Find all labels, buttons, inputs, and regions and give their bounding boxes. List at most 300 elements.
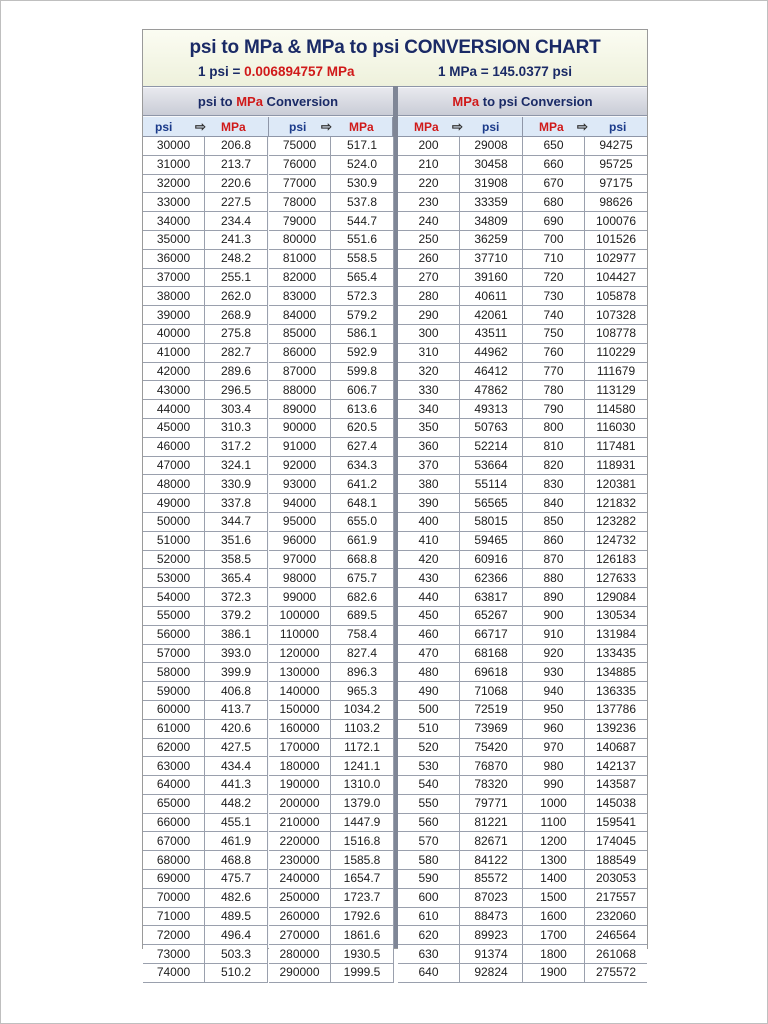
table-row xyxy=(523,945,647,964)
table-row xyxy=(269,155,394,174)
table-row xyxy=(143,306,268,325)
table-cell-input: 270000 xyxy=(269,926,331,945)
table-cell-output: 682.6 xyxy=(331,588,394,607)
table-cell-output: 675.7 xyxy=(331,569,394,588)
table-cell-input: 650 xyxy=(523,137,585,155)
table-cell-input: 890 xyxy=(523,588,585,607)
table-cell-output: 482.6 xyxy=(205,888,268,907)
table-cell-input: 700 xyxy=(523,230,585,249)
table-cell-input: 560 xyxy=(398,813,460,832)
section-psi-to-mpa xyxy=(143,88,393,116)
table-row xyxy=(269,381,394,400)
table-cell-output: 1241.1 xyxy=(331,757,394,776)
table-row xyxy=(523,644,647,663)
table-row xyxy=(523,193,647,212)
table-cell-output: 248.2 xyxy=(205,249,268,268)
table-row xyxy=(523,512,647,531)
table-row xyxy=(269,230,394,249)
table-cell-output: 461.9 xyxy=(205,832,268,851)
table-row xyxy=(143,230,268,249)
table-row xyxy=(523,324,647,343)
table-row xyxy=(269,550,394,569)
table-cell-output: 91374 xyxy=(460,945,523,964)
arrow-icon: ⇨ xyxy=(321,119,332,134)
table-row xyxy=(143,494,268,513)
table-cell-output: 113129 xyxy=(585,381,648,400)
table-cell-input: 820 xyxy=(523,456,585,475)
table-cell-input: 400 xyxy=(398,512,460,531)
table-cell-input: 810 xyxy=(523,437,585,456)
table-cell-output: 510.2 xyxy=(205,964,268,983)
table-row xyxy=(269,663,394,682)
table-cell-input: 660 xyxy=(523,155,585,174)
table-cell-output: 379.2 xyxy=(205,606,268,625)
table-cell-input: 83000 xyxy=(269,287,331,306)
table-cell-input: 120000 xyxy=(269,644,331,663)
table-cell-output: 129084 xyxy=(585,588,648,607)
table-row xyxy=(523,268,647,287)
table-cell-input: 96000 xyxy=(269,531,331,550)
table-row xyxy=(523,475,647,494)
table-row xyxy=(143,700,268,719)
table-row xyxy=(143,400,268,419)
table-row xyxy=(398,945,523,964)
table-row xyxy=(143,324,268,343)
table-cell-output: 896.3 xyxy=(331,663,394,682)
table-cell-input: 78000 xyxy=(269,193,331,212)
table-row xyxy=(269,945,394,964)
table-row xyxy=(523,456,647,475)
table-cell-input: 730 xyxy=(523,287,585,306)
table-cell-output: 827.4 xyxy=(331,644,394,663)
table-row xyxy=(398,926,523,945)
table-cell-output: 95725 xyxy=(585,155,648,174)
table-cell-input: 530 xyxy=(398,757,460,776)
table-cell-output: 89923 xyxy=(460,926,523,945)
table-row xyxy=(398,418,523,437)
section-left-part2: MPa xyxy=(236,94,263,109)
table-cell-input: 150000 xyxy=(269,700,331,719)
table-cell-output: 120381 xyxy=(585,475,648,494)
header-mpa: MPa xyxy=(221,120,246,134)
table-row xyxy=(143,832,268,851)
table-row xyxy=(398,964,523,983)
table-cell-input: 210000 xyxy=(269,813,331,832)
table-row xyxy=(523,287,647,306)
table-cell-input: 30000 xyxy=(143,137,205,155)
table-cell-output: 81221 xyxy=(460,813,523,832)
table-cell-output: 59465 xyxy=(460,531,523,550)
table-cell-input: 37000 xyxy=(143,268,205,287)
table-row xyxy=(143,926,268,945)
table-cell-input: 140000 xyxy=(269,682,331,701)
table-row xyxy=(398,682,523,701)
table-cell-input: 32000 xyxy=(143,174,205,193)
table-cell-input: 73000 xyxy=(143,945,205,964)
table-cell-output: 544.7 xyxy=(331,212,394,231)
table-row xyxy=(523,926,647,945)
table-cell-input: 330 xyxy=(398,381,460,400)
table-cell-input: 860 xyxy=(523,531,585,550)
table-row xyxy=(269,776,394,795)
table-cell-input: 88000 xyxy=(269,381,331,400)
table-cell-output: 66717 xyxy=(460,625,523,644)
table-cell-input: 36000 xyxy=(143,249,205,268)
table-cell-input: 57000 xyxy=(143,644,205,663)
section-right-part1: MPa xyxy=(452,94,480,109)
table-row xyxy=(269,644,394,663)
table-cell-output: 441.3 xyxy=(205,776,268,795)
header-mpa: MPa xyxy=(414,120,439,134)
table-cell-input: 670 xyxy=(523,174,585,193)
table-cell-input: 510 xyxy=(398,719,460,738)
table-row xyxy=(523,550,647,569)
table-cell-input: 720 xyxy=(523,268,585,287)
table-row xyxy=(398,757,523,776)
table-cell-input: 89000 xyxy=(269,400,331,419)
table-cell-output: 33359 xyxy=(460,193,523,212)
table-cell-output: 139236 xyxy=(585,719,648,738)
table-row xyxy=(398,249,523,268)
arrow-icon: ⇨ xyxy=(195,119,206,134)
table-cell-input: 72000 xyxy=(143,926,205,945)
table-cell-output: 117481 xyxy=(585,437,648,456)
table-row xyxy=(523,964,647,983)
table-cell-input: 64000 xyxy=(143,776,205,795)
table-row xyxy=(398,193,523,212)
table-cell-output: 105878 xyxy=(585,287,648,306)
table-cell-input: 780 xyxy=(523,381,585,400)
table-cell-output: 1585.8 xyxy=(331,851,394,870)
table-row xyxy=(398,155,523,174)
table-cell-output: 69618 xyxy=(460,663,523,682)
header-mpa: MPa xyxy=(539,120,564,134)
table-cell-input: 710 xyxy=(523,249,585,268)
table-cell-output: 310.3 xyxy=(205,418,268,437)
table-row xyxy=(523,606,647,625)
table-row xyxy=(269,494,394,513)
table-cell-input: 69000 xyxy=(143,870,205,889)
table-cell-input: 950 xyxy=(523,700,585,719)
table-row xyxy=(398,625,523,644)
table-row xyxy=(398,306,523,325)
table-row xyxy=(269,306,394,325)
table-cell-input: 600 xyxy=(398,888,460,907)
table-cell-input: 92000 xyxy=(269,456,331,475)
table-cell-input: 49000 xyxy=(143,494,205,513)
table-cell-output: 241.3 xyxy=(205,230,268,249)
table-row xyxy=(398,212,523,231)
table-row xyxy=(398,400,523,419)
table-row xyxy=(523,776,647,795)
table-cell-input: 97000 xyxy=(269,550,331,569)
table-cell-output: 85572 xyxy=(460,870,523,889)
formula-mpa-value: 145.0377 psi xyxy=(492,64,572,79)
table-row xyxy=(143,625,268,644)
table-cell-output: 217557 xyxy=(585,888,648,907)
table-cell-input: 290 xyxy=(398,306,460,325)
section-mpa-to-psi xyxy=(398,88,647,116)
table-cell-output: 159541 xyxy=(585,813,648,832)
table-row xyxy=(269,512,394,531)
table-cell-output: 102977 xyxy=(585,249,648,268)
table-row xyxy=(398,174,523,193)
table-cell-output: 43511 xyxy=(460,324,523,343)
table-row xyxy=(523,343,647,362)
table-cell-input: 84000 xyxy=(269,306,331,325)
table-cell-output: 34809 xyxy=(460,212,523,231)
table-row xyxy=(523,588,647,607)
table-cell-input: 47000 xyxy=(143,456,205,475)
table-cell-output: 655.0 xyxy=(331,512,394,531)
table-cell-input: 59000 xyxy=(143,682,205,701)
table-cell-output: 126183 xyxy=(585,550,648,569)
table-cell-input: 790 xyxy=(523,400,585,419)
table-row xyxy=(269,437,394,456)
table-row xyxy=(269,832,394,851)
table-cell-output: 174045 xyxy=(585,832,648,851)
table-row xyxy=(269,625,394,644)
table-cell-output: 114580 xyxy=(585,400,648,419)
table-cell-input: 110000 xyxy=(269,625,331,644)
table-cell-output: 121832 xyxy=(585,494,648,513)
table-cell-input: 430 xyxy=(398,569,460,588)
column-header-4 xyxy=(523,117,647,137)
table-mpa-to-psi-2 xyxy=(523,137,647,983)
table-row xyxy=(398,230,523,249)
table-cell-input: 58000 xyxy=(143,663,205,682)
table-cell-output: 116030 xyxy=(585,418,648,437)
table-cell-output: 142137 xyxy=(585,757,648,776)
table-cell-input: 90000 xyxy=(269,418,331,437)
table-cell-input: 690 xyxy=(523,212,585,231)
table-cell-output: 330.9 xyxy=(205,475,268,494)
table-cell-input: 38000 xyxy=(143,287,205,306)
table-row xyxy=(143,870,268,889)
table-cell-input: 990 xyxy=(523,776,585,795)
table-cell-input: 200 xyxy=(398,137,460,155)
table-cell-input: 35000 xyxy=(143,230,205,249)
table-cell-input: 53000 xyxy=(143,569,205,588)
table-cell-output: 104427 xyxy=(585,268,648,287)
table-row xyxy=(269,870,394,889)
table-row xyxy=(143,531,268,550)
table-cell-output: 62366 xyxy=(460,569,523,588)
table-psi-to-mpa-2 xyxy=(269,137,394,983)
table-row xyxy=(523,663,647,682)
table-cell-output: 42061 xyxy=(460,306,523,325)
section-right-part2: to psi Conversion xyxy=(479,94,593,109)
table-cell-output: 130534 xyxy=(585,606,648,625)
table-cell-output: 517.1 xyxy=(331,137,394,155)
table-cell-output: 94275 xyxy=(585,137,648,155)
table-cell-output: 537.8 xyxy=(331,193,394,212)
table-row xyxy=(398,851,523,870)
table-cell-output: 136335 xyxy=(585,682,648,701)
table-cell-output: 92824 xyxy=(460,964,523,983)
table-mpa-to-psi-1 xyxy=(398,137,523,983)
table-row xyxy=(269,249,394,268)
table-cell-input: 230000 xyxy=(269,851,331,870)
table-cell-input: 420 xyxy=(398,550,460,569)
table-cell-input: 850 xyxy=(523,512,585,531)
table-row xyxy=(269,418,394,437)
arrow-icon: ⇨ xyxy=(452,119,463,134)
table-cell-input: 940 xyxy=(523,682,585,701)
table-row xyxy=(398,776,523,795)
table-cell-output: 282.7 xyxy=(205,343,268,362)
table-row xyxy=(143,682,268,701)
table-cell-output: 965.3 xyxy=(331,682,394,701)
table-row xyxy=(523,230,647,249)
table-cell-output: 72519 xyxy=(460,700,523,719)
table-cell-output: 63817 xyxy=(460,588,523,607)
table-cell-output: 82671 xyxy=(460,832,523,851)
table-cell-output: 108778 xyxy=(585,324,648,343)
table-cell-input: 240000 xyxy=(269,870,331,889)
table-row xyxy=(269,907,394,926)
table-row xyxy=(143,945,268,964)
table-cell-output: 46412 xyxy=(460,362,523,381)
table-row xyxy=(523,738,647,757)
table-row xyxy=(398,531,523,550)
table-cell-output: 1447.9 xyxy=(331,813,394,832)
table-cell-input: 800 xyxy=(523,418,585,437)
table-cell-output: 275572 xyxy=(585,964,648,983)
table-row xyxy=(269,343,394,362)
table-cell-output: 133435 xyxy=(585,644,648,663)
table-cell-input: 380 xyxy=(398,475,460,494)
table-row xyxy=(269,268,394,287)
table-row xyxy=(398,381,523,400)
table-cell-output: 1999.5 xyxy=(331,964,394,983)
table-cell-input: 31000 xyxy=(143,155,205,174)
table-row xyxy=(143,888,268,907)
table-row xyxy=(523,400,647,419)
table-row xyxy=(398,494,523,513)
table-cell-output: 140687 xyxy=(585,738,648,757)
table-cell-output: 668.8 xyxy=(331,550,394,569)
table-cell-input: 55000 xyxy=(143,606,205,625)
table-cell-output: 31908 xyxy=(460,174,523,193)
table-cell-input: 45000 xyxy=(143,418,205,437)
table-cell-output: 365.4 xyxy=(205,569,268,588)
header-psi: psi xyxy=(482,120,500,134)
table-cell-output: 39160 xyxy=(460,268,523,287)
table-row xyxy=(269,324,394,343)
table-row xyxy=(269,682,394,701)
table-row xyxy=(523,437,647,456)
table-cell-output: 1379.0 xyxy=(331,794,394,813)
table-cell-output: 1310.0 xyxy=(331,776,394,795)
column-header-1 xyxy=(143,117,269,137)
table-cell-output: 1861.6 xyxy=(331,926,394,945)
table-row xyxy=(398,569,523,588)
table-cell-input: 410 xyxy=(398,531,460,550)
table-cell-input: 54000 xyxy=(143,588,205,607)
table-cell-output: 524.0 xyxy=(331,155,394,174)
table-cell-input: 42000 xyxy=(143,362,205,381)
table-cell-input: 460 xyxy=(398,625,460,644)
table-cell-output: 220.6 xyxy=(205,174,268,193)
table-cell-output: 73969 xyxy=(460,719,523,738)
table-row xyxy=(143,738,268,757)
table-row xyxy=(143,249,268,268)
table-cell-input: 1800 xyxy=(523,945,585,964)
table-cell-input: 68000 xyxy=(143,851,205,870)
conversion-chart xyxy=(142,29,648,980)
table-cell-input: 200000 xyxy=(269,794,331,813)
table-cell-output: 599.8 xyxy=(331,362,394,381)
table-cell-output: 98626 xyxy=(585,193,648,212)
table-row xyxy=(269,569,394,588)
table-cell-output: 143587 xyxy=(585,776,648,795)
table-cell-input: 910 xyxy=(523,625,585,644)
table-cell-output: 36259 xyxy=(460,230,523,249)
table-cell-input: 750 xyxy=(523,324,585,343)
table-row xyxy=(398,324,523,343)
table-cell-output: 58015 xyxy=(460,512,523,531)
table-cell-input: 34000 xyxy=(143,212,205,231)
table-cell-input: 270 xyxy=(398,268,460,287)
table-cell-output: 203053 xyxy=(585,870,648,889)
table-cell-output: 317.2 xyxy=(205,437,268,456)
table-row xyxy=(398,907,523,926)
table-cell-output: 386.1 xyxy=(205,625,268,644)
table-cell-input: 41000 xyxy=(143,343,205,362)
formula-psi-to-mpa xyxy=(198,64,355,79)
table-row xyxy=(143,550,268,569)
table-row xyxy=(143,137,268,155)
table-row xyxy=(143,794,268,813)
table-row xyxy=(523,870,647,889)
table-row xyxy=(398,700,523,719)
header-psi: psi xyxy=(289,120,307,134)
table-cell-output: 1034.2 xyxy=(331,700,394,719)
table-row xyxy=(269,738,394,757)
table-row xyxy=(143,644,268,663)
table-cell-output: 71068 xyxy=(460,682,523,701)
table-cell-input: 63000 xyxy=(143,757,205,776)
table-cell-input: 82000 xyxy=(269,268,331,287)
table-cell-input: 230 xyxy=(398,193,460,212)
table-row xyxy=(398,268,523,287)
table-row xyxy=(269,926,394,945)
table-cell-output: 406.8 xyxy=(205,682,268,701)
table-row xyxy=(398,588,523,607)
table-cell-input: 48000 xyxy=(143,475,205,494)
table-cell-output: 296.5 xyxy=(205,381,268,400)
table-row xyxy=(269,212,394,231)
table-cell-input: 65000 xyxy=(143,794,205,813)
table-cell-input: 770 xyxy=(523,362,585,381)
header-psi: psi xyxy=(155,120,173,134)
table-cell-input: 86000 xyxy=(269,343,331,362)
header-psi: psi xyxy=(609,120,627,134)
table-cell-input: 66000 xyxy=(143,813,205,832)
table-cell-input: 1000 xyxy=(523,794,585,813)
table-cell-input: 520 xyxy=(398,738,460,757)
table-cell-output: 455.1 xyxy=(205,813,268,832)
table-cell-output: 613.6 xyxy=(331,400,394,419)
table-cell-input: 370 xyxy=(398,456,460,475)
table-cell-input: 260000 xyxy=(269,907,331,926)
table-row xyxy=(398,606,523,625)
table-row xyxy=(143,381,268,400)
table-row xyxy=(523,212,647,231)
table-row xyxy=(398,870,523,889)
table-cell-output: 413.7 xyxy=(205,700,268,719)
